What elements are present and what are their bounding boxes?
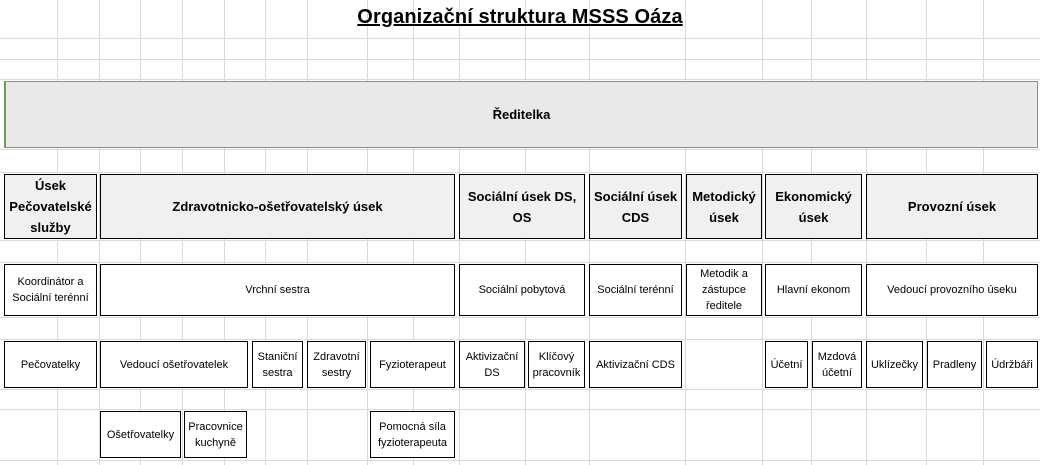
staff-laundry: Pradleny [927, 341, 982, 388]
staff-physio-assistant: Pomocná síla fyzioterapeuta [370, 411, 455, 458]
staff-cleaners: Uklízečky [866, 341, 923, 388]
head-operations-manager: Vedoucí provozního úseku [866, 264, 1038, 316]
head-social-residential: Sociální pobytová [459, 264, 585, 316]
staff-activation-ds: Aktivizační DS [459, 341, 525, 388]
head-coordinator: Koordinátor a Sociální terénní [4, 264, 97, 316]
head-chief-nurse: Vrchní sestra [100, 264, 455, 316]
staff-key-worker: Klíčový pracovník [528, 341, 585, 388]
head-methodologist: Metodik a zástupce ředitele [686, 264, 762, 316]
dept-economic: Ekonomický úsek [765, 174, 862, 239]
staff-caregivers: Pečovatelky [4, 341, 97, 388]
page-title: Organizační struktura MSSS Oáza [357, 6, 683, 28]
staff-accountant: Účetní [765, 341, 808, 388]
dept-operations: Provozní úsek [866, 174, 1038, 239]
staff-ward-nurse: Staniční sestra [252, 341, 303, 388]
director-box: Ředitelka [4, 81, 1038, 148]
head-chief-economist: Hlavní ekonom [765, 264, 862, 316]
staff-maintenance: Údržbáři [986, 341, 1038, 388]
staff-activation-cds: Aktivizační CDS [589, 341, 682, 388]
dept-care-service: Úsek Pečovatelské služby [4, 174, 97, 239]
staff-orderlies: Ošetřovatelky [100, 411, 181, 458]
staff-kitchen-workers: Pracovnice kuchyně [184, 411, 247, 458]
staff-head-nurses: Vedoucí ošetřovatelek [100, 341, 248, 388]
dept-methodology: Metodický úsek [686, 174, 762, 239]
staff-physiotherapist: Fyzioterapeut [370, 341, 455, 388]
dept-social-ds-os: Sociální úsek DS, OS [459, 174, 585, 239]
staff-nurses: Zdravotní sestry [307, 341, 366, 388]
head-social-field: Sociální terénní [589, 264, 682, 316]
dept-social-cds: Sociální úsek CDS [589, 174, 682, 239]
staff-payroll-accountant: Mzdová účetní [812, 341, 862, 388]
dept-health-nursing: Zdravotnicko-ošetřovatelský úsek [100, 174, 455, 239]
